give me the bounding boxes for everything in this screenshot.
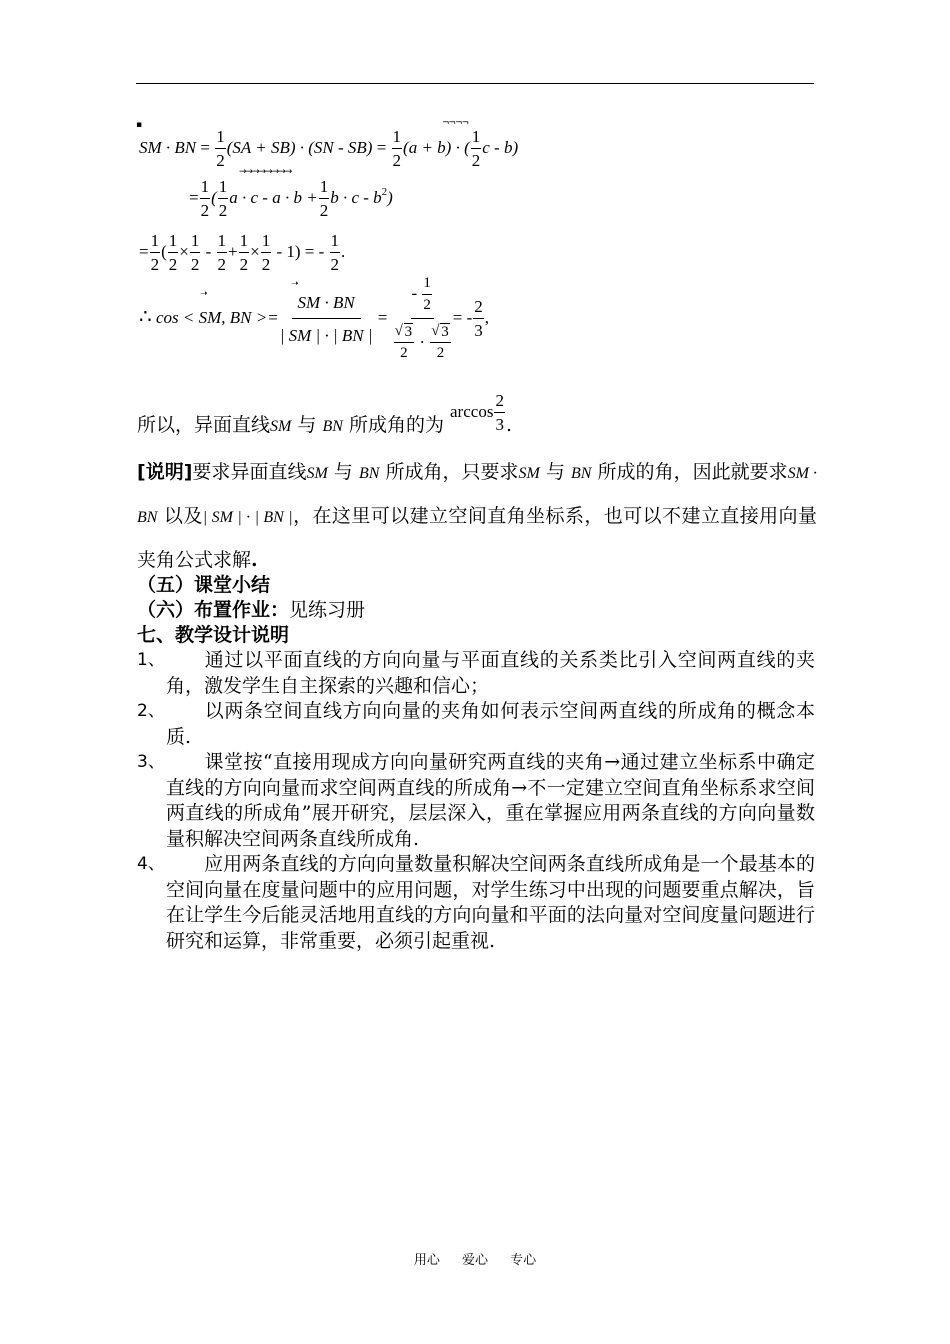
list-text: 课堂按“直接用现成方向向量研究两直线的夹角→通过建立坐标系中确定直线的方向向量而求空间两直线的所成角→不一定建立空间直角坐标系求空间两直线的所成角”展开研究，层层深入，重在掌握应用两条直线的方向向量数量积解决空间两条直线所成角. [166, 751, 815, 850]
fraction: $\frac{1}{2}$ [168, 231, 178, 274]
eq2-part2: a · c - a · b + [229, 187, 318, 207]
math-bn: BN [571, 465, 592, 482]
header-rule [136, 83, 814, 84]
eq3-tail: - 1) = - [276, 241, 325, 261]
eq3-times: × [250, 241, 260, 261]
text: 所成的角，因此就要求 [597, 461, 788, 483]
text: 与 [297, 414, 317, 436]
equation-line-1: SM · BN = $\frac{1}{2}$ (SA + SB) · (SN - SB) = $\frac{1}{2}$ (a + b) · ( $\frac{1}{2}$ c - b) [139, 127, 519, 170]
fraction: $\frac{1}{2}$ [190, 231, 200, 274]
heading-summary: （五）课堂小结 [137, 574, 271, 596]
note-paragraph [137, 451, 817, 581]
text: ，在这里可以建立空间直角坐标系，也可以不建立直接用向量夹角公式求解 [137, 505, 817, 571]
eq2-part1: ( [211, 187, 217, 207]
equation-line-3: = $\frac{1}{2}$ ( $\frac{1}{2}$ × $\frac{1}{2}$ - $\frac{1}{2}$ + $\frac{1}{2}$ × $\frac{1}{2}$ - 1) = - $\frac{1}{2}$ . [139, 231, 346, 274]
eq3-paren: ( [161, 241, 167, 261]
eq2-part4: ) [387, 187, 393, 207]
vector-arrow-marks: →→→→→→→→ [239, 167, 292, 177]
homework-label: （六）布置作业： [137, 599, 290, 621]
text: . [251, 549, 258, 571]
eq3-times: × [179, 241, 189, 261]
page-footer: 用心 爱心 专心 [413, 1253, 537, 1268]
math-sm: SM [306, 465, 328, 482]
arccos-expression: arccos $\frac{2}{3}$ [450, 391, 504, 435]
fraction: $\frac{2}{3}$ [474, 297, 483, 340]
math-abs-product: | SM | · | BN | [202, 509, 293, 526]
list-item [137, 750, 815, 852]
fraction: - $\frac{1}{2}$ √ $\frac{3}{2}$ · √ $\frac{3}{2}$ [393, 276, 452, 362]
math-sm: SM [518, 465, 540, 482]
eq2-part3: b · c - b [330, 187, 382, 207]
eq2-exponent: 2 [381, 185, 388, 198]
fraction: $\frac{SM \cdot BN}{| SM | \cdot | BN |}$ [279, 292, 373, 345]
eq1-part1: (SA + SB) · (SN - SB) [226, 137, 373, 157]
conclusion-paragraph [137, 392, 817, 447]
fraction: √ $\frac{3}{2}$ [430, 325, 451, 363]
fraction: $\frac{1}{2}$ [471, 127, 481, 170]
vector-arrow-marks: ➝ [291, 279, 298, 289]
fraction: $\frac{1}{2}$ [218, 177, 228, 220]
text: 与 [545, 461, 565, 483]
vector-arrow-marks: ¬¬¬¬ [442, 118, 469, 128]
eq3-minus: - [205, 241, 212, 261]
fraction: $\frac{1}{2}$ [392, 127, 402, 170]
list-item [137, 699, 815, 750]
text: 与 [333, 461, 353, 483]
eq4-end: , [484, 307, 490, 327]
list-number: 4、 [137, 854, 165, 874]
fraction: $\frac{1}{2}$ [319, 177, 329, 220]
fraction: $\frac{1}{2}$ [200, 177, 210, 220]
math-sm: SM [270, 418, 292, 435]
math-dot-product: SM · BN [137, 465, 817, 526]
eq1-lhs: SM · BN [139, 137, 197, 157]
list-number: 3、 [137, 752, 165, 772]
list-text: 应用两条直线的方向向量数量积解决空间两条直线所成角是一个最基本的空间向量在度量问题中的应用问题，对学生练习中出现的问题要重点解决，旨在让学生今后能灵活地用直线的方向向量和平面的法向量对空间度量问题进行研究和运算，非常重要，必须引起重视. [166, 853, 815, 952]
fraction: $\frac{1}{2}$ [330, 231, 340, 274]
equation-line-4: ∴ cos < SM, BN >= $\frac{SM \cdot BN}{| SM | \cdot | BN |}$ = - $\frac{1}{2}$ √ $\frac{3}{2}$ · √ $\frac{3}{2}$ = - $\frac{2}{3}$ , [139, 276, 489, 362]
heading-design: 七、教学设计说明 [137, 624, 290, 646]
text: 所成角，只要求 [385, 461, 519, 483]
eq4-result: = - [452, 307, 473, 327]
math-bn: BN [322, 418, 343, 435]
list-text: 通过以平面直线的方向向量与平面直线的关系类比引入空间两直线的夹角，激发学生自主探索的兴趣和信心； [166, 649, 815, 697]
design-notes-list [137, 648, 815, 954]
text: 以及 [163, 505, 203, 527]
fraction: $\frac{1}{2}$ [239, 231, 249, 274]
eq1-part3: c - b) [482, 137, 519, 157]
vector-arrow-marks: ▪ [136, 120, 142, 130]
eq3-end: . [341, 241, 346, 261]
list-number: 1、 [137, 650, 165, 670]
list-item [137, 648, 815, 699]
eq3-plus: + [228, 241, 238, 261]
text: . [505, 414, 512, 436]
list-text: 以两条空间直线方向向量的夹角如何表示空间两直线的所成角的概念本质. [166, 700, 815, 748]
list-item [137, 852, 815, 954]
math-bn: BN [358, 465, 380, 482]
text: 所以，异面直线 [137, 414, 271, 436]
fraction: $\frac{1}{2}$ [261, 231, 271, 274]
equation-line-2: = $\frac{1}{2}$ ( $\frac{1}{2}$ a · c - a · b + $\frac{1}{2}$ $b \cdot c - b^2$) [189, 177, 393, 220]
eq1-part2: (a + b) · ( [403, 137, 470, 157]
fraction: √ $\frac{3}{2}$ [394, 325, 415, 363]
text: 所成角的为 [348, 414, 444, 436]
text: 要求异面直线 [192, 461, 307, 483]
therefore-symbol: ∴ [139, 305, 152, 328]
fraction: $\frac{1}{2}$ [217, 231, 227, 274]
fraction: $\frac{1}{2}$ [150, 231, 160, 274]
note-tag: [说明] [137, 461, 193, 483]
eq4-cos: cos < SM, BN >= [155, 307, 279, 327]
fraction: $\frac{1}{2}$ [423, 275, 431, 313]
heading-homework [137, 597, 365, 623]
list-number: 2、 [137, 701, 165, 721]
homework-value: 见练习册 [289, 599, 366, 621]
vector-arrow-marks: ➝ [200, 289, 207, 299]
fraction: $\frac{1}{2}$ [216, 127, 225, 170]
